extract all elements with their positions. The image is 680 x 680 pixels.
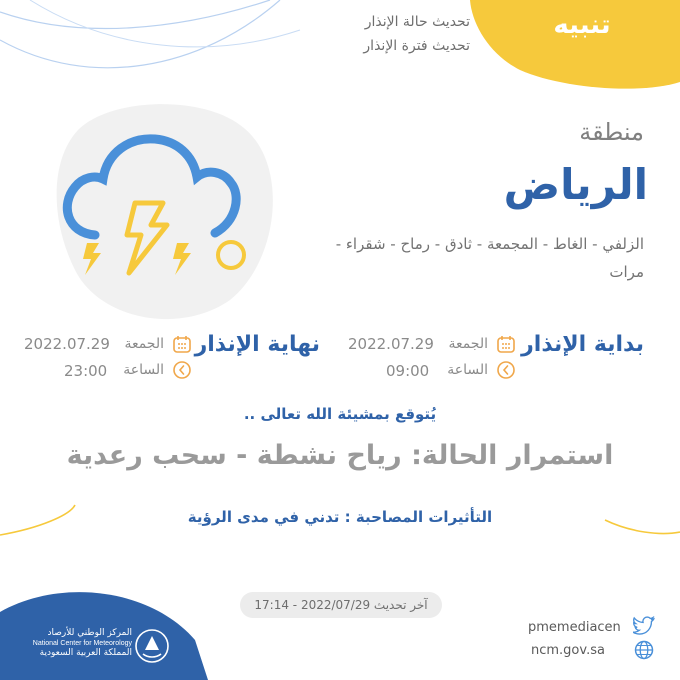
ncm-logo: [134, 628, 170, 666]
end-time: 23:00: [64, 362, 108, 380]
forecast-status: استمرار الحالة: رياح نشطة - سحب رعدية: [66, 440, 614, 471]
alert-end-title: نهاية الإنذار: [194, 332, 320, 357]
clock-icon: [172, 360, 192, 380]
calendar-icon: [172, 334, 192, 354]
org-name-arabic: المركز الوطني للأرصاد: [47, 628, 132, 638]
start-time: 09:00: [386, 362, 430, 380]
globe-icon[interactable]: [634, 640, 654, 660]
last-updated: آخر تحديث 2022/07/29 - 17:14: [240, 592, 442, 618]
twitter-handle[interactable]: pmemediacen: [528, 620, 621, 635]
org-country-arabic: المملكة العربية السعودية: [39, 648, 132, 658]
header-line-2: تحديث فترة الإنذار: [363, 38, 470, 54]
alert-start-title: بداية الإنذار: [521, 332, 644, 357]
start-date: 2022.07.29: [348, 335, 434, 353]
calendar-icon: [496, 334, 516, 354]
region-label: منطقة: [579, 118, 644, 146]
end-day: الجمعة: [124, 336, 164, 352]
region-name: الرياض: [503, 160, 648, 209]
region-cities: الزلفي - الغاط - المجمعة - ثادق - رماح - شقراء - مرات: [335, 235, 644, 281]
ncm-org-name: [22, 628, 132, 659]
forecast-effects: التأثيرات المصاحبة : تدني في مدى الرؤية: [187, 508, 493, 526]
org-name-english: National Center for Meteorology: [32, 640, 132, 647]
alert-badge: تنبيه: [553, 10, 611, 40]
forecast-intro: يُتوقع بمشيئة الله تعالى ..: [243, 405, 437, 423]
twitter-icon[interactable]: [633, 616, 655, 636]
header-line-1: تحديث حالة الإنذار: [364, 14, 470, 30]
thunderstorm-cloud-icon: [55, 125, 255, 285]
end-date: 2022.07.29: [24, 335, 110, 353]
start-day: الجمعة: [448, 336, 488, 352]
start-time-label: الساعة: [447, 362, 488, 378]
website-link[interactable]: ncm.gov.sa: [531, 643, 605, 658]
clock-icon: [496, 360, 516, 380]
end-time-label: الساعة: [123, 362, 164, 378]
